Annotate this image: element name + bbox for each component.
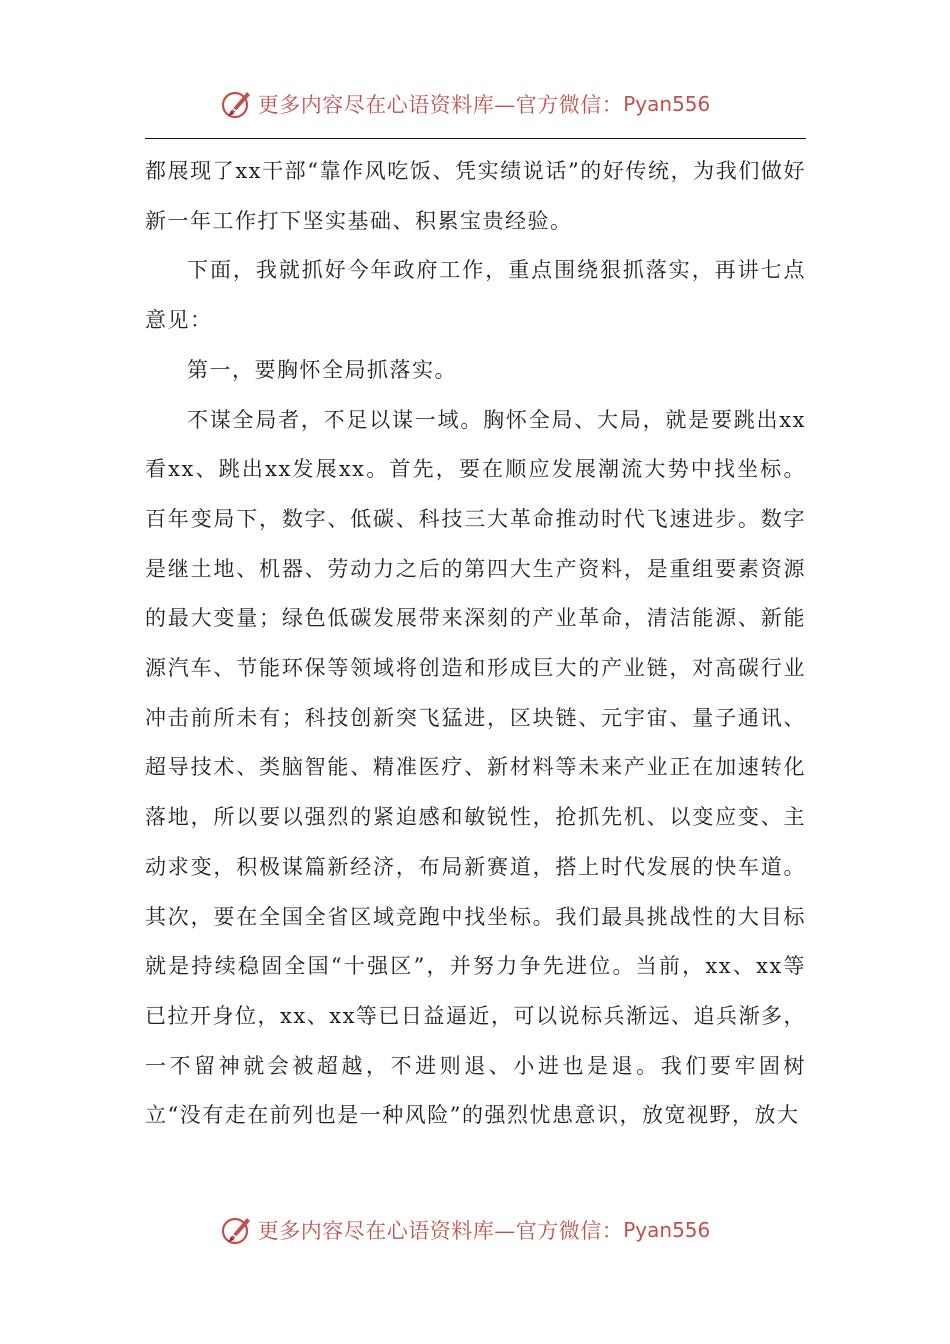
- watermark-text: 更多内容尽在心语资料库—官方微信：: [257, 93, 624, 117]
- header-divider: [145, 138, 806, 139]
- header-watermark: [0, 82, 950, 126]
- footer-watermark: [0, 1208, 950, 1252]
- wechat-id: Pyan556: [623, 1218, 711, 1242]
- paragraph-intro: 下面，我就抓好今年政府工作，重点围绕狠抓落实，再讲七点意见：: [145, 258, 806, 333]
- quill-pen-logo-icon: [220, 87, 254, 121]
- paragraph-continuation: 都展现了xx干部“靠作风吃饭、凭实绩说话”的好传统，为我们做好新一年工作打下坚实基础、积累宝贵经验。: [145, 159, 806, 233]
- document-body: [145, 147, 806, 1141]
- quill-pen-logo-icon: [220, 1213, 254, 1247]
- watermark-text: 更多内容尽在心语资料库—官方微信：: [257, 1219, 624, 1243]
- section-heading: 第一，要胸怀全局抓落实。: [187, 357, 457, 382]
- paragraph-body: 不谋全局者，不足以谋一域。胸怀全局、大局，就是要跳出xx看xx、跳出xx发展xx。首先，要在顺应发展潮流大势中找坐标。百年变局下，数字、低碳、科技三大革命推动时代飞速进步。数字是继土地、机器、劳动力之后的第四大生产资料，是重组要素资源的最大变量；绿色低碳发展带来深刻的产业革命，清洁能源、新能源汽车、节能环保等领域将创造和形成巨大的产业链，对高碳行业冲击前所未有；科技创新突飞猛进，区块链、元宇宙、量子通讯、超导技术、类脑智能、精准医疗、新材料等未来产业正在加速转化落地，所以要以强烈的紧迫感和敏锐性，抢抓先机、以变应变、主动求变，积极谋篇新经济，布局新赛道，搭上时代发展的快车道。其次，要在全国全省区域竞跑中找坐标。我们最具挑战性的大目标就是持续稳固全国“十强区”，并努力争先进位。当前，xx、xx等已拉开身位，xx、xx等已日益逼近，可以说标兵渐远、追兵渐多，一不留神就会被超越，不进则退、小进也是退。我们要牢固树立“没有走在前列也是一种风险”的强烈忧患意识，放宽视野，放大: [145, 407, 806, 1128]
- wechat-id: Pyan556: [623, 92, 711, 116]
